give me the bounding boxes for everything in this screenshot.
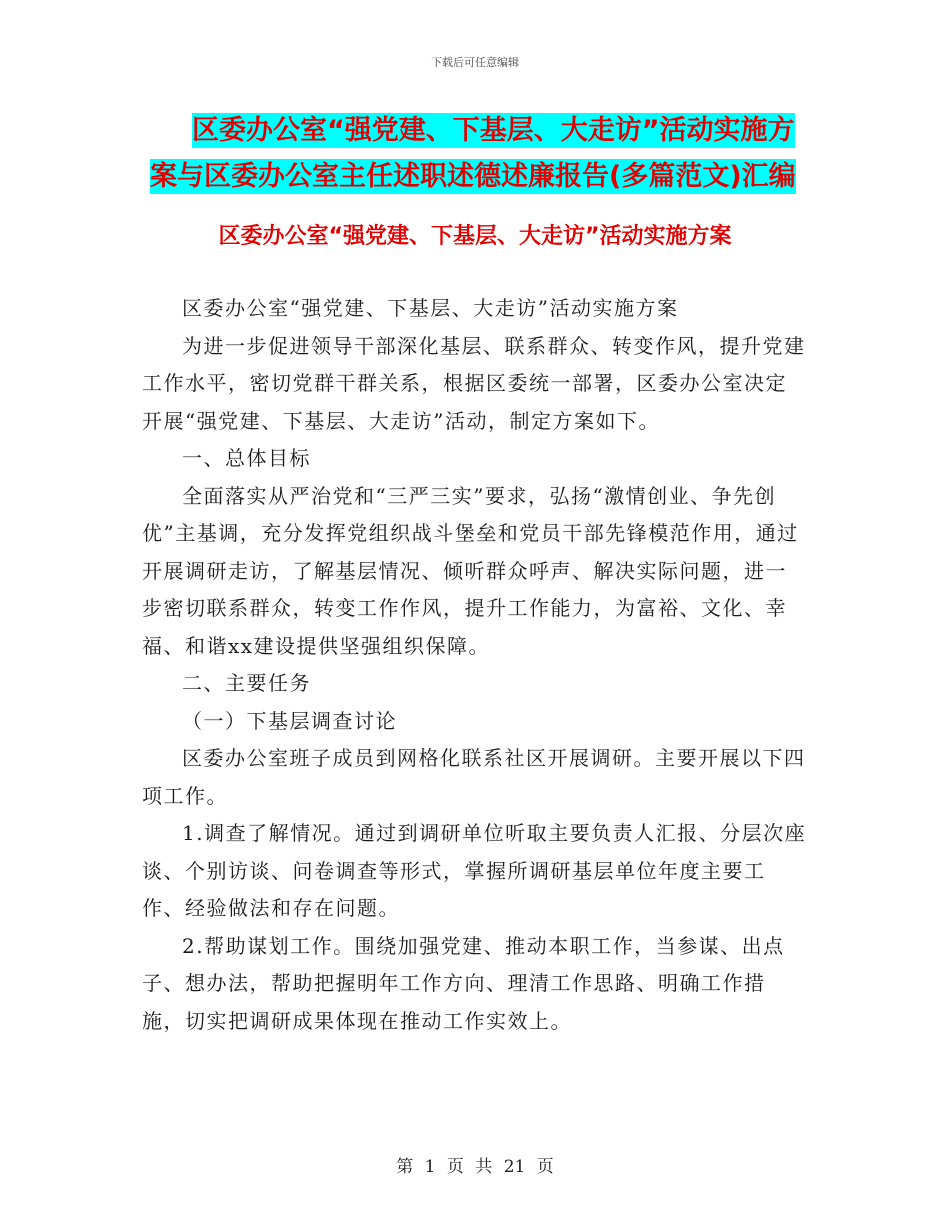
document-title-line-2 xyxy=(150,154,810,200)
document-body xyxy=(142,290,807,1040)
paragraph: 2.帮助谋划工作。围绕加强党建、推动本职工作，当参谋、出点子、想办法，帮助把握明年工作方向、理清工作思路、明确工作措施，切实把调研成果体现在推动工作实效上。 xyxy=(142,933,785,1033)
paragraph: 区委办公室班子成员到网格化联系社区开展调研。主要开展以下四项工作。 xyxy=(142,746,806,808)
title-highlight: 案与区委办公室主任述职述德述廉报告(多篇范文)汇编 xyxy=(150,161,796,192)
paragraph: 区委办公室“强党建、下基层、大走访”活动实施方案 xyxy=(182,296,679,320)
document-title xyxy=(150,108,810,200)
paragraph-heading: 二、主要任务 xyxy=(182,671,311,695)
paragraph-heading: 一、总体目标 xyxy=(182,446,311,470)
page-number: 第 1 页 共 21 页 xyxy=(396,1157,554,1177)
paragraph: 全面落实从严治党和“三严三实”要求，弘扬“激情创业、争先创优”主基调，充分发挥党组织战斗堡垒和党员干部先锋模范作用，通过开展调研走访，了解基层情况、倾听群众呼声、解决实际问题，进一步密切联系群众，转变工作作风，提升工作能力，为富裕、文化、幸福、和谐xx建设提供坚强组织保障。 xyxy=(142,483,799,658)
paragraph-heading: （一）下基层调查讨论 xyxy=(182,708,397,733)
title-highlight: 区委办公室“强党建、下基层、大走访”活动实施方 xyxy=(192,115,795,146)
section-title: 区委办公室“强党建、下基层、大走访”活动实施方案 xyxy=(218,224,732,249)
paragraph: 为进一步促进领导干部深化基层、联系群众、转变作风，提升党建工作水平，密切党群干群关系，根据区委统一部署，区委办公室决定开展“强党建、下基层、大走访”活动，制定方案如下。 xyxy=(142,333,806,433)
paragraph: 1.调查了解情况。通过到调研单位听取主要负责人汇报、分层次座谈、个别访谈、问卷调查等形式，掌握所调研基层单位年度主要工作、经验做法和存在问题。 xyxy=(142,821,807,920)
header-note: 下载后可任意编辑 xyxy=(431,56,519,69)
document-title-line-1 xyxy=(150,108,810,154)
